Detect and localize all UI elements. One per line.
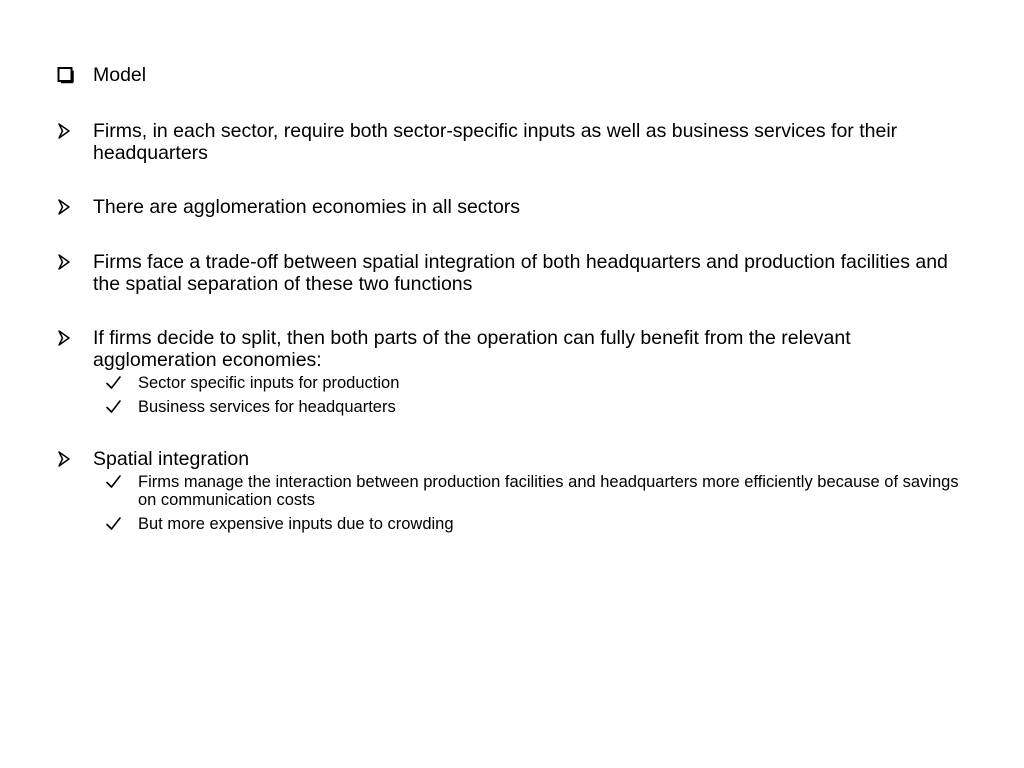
model-heading bbox=[56, 64, 976, 86]
sub-bullet-text: Firms manage the interaction between production facilities and headquarters more efficiently because of savings on communication costs bbox=[138, 473, 959, 509]
arrowhead-bullet-icon bbox=[56, 251, 86, 273]
bullet-text: If firms decide to split, then both parts of the operation can fully benefit from the relevant agglomeration economies: bbox=[93, 327, 851, 371]
heading-label: Model bbox=[93, 64, 147, 86]
sub-bullet-item bbox=[56, 374, 968, 392]
arrowhead-bullet-icon bbox=[56, 448, 86, 470]
bullet-point bbox=[56, 196, 976, 218]
arrowhead-bullet-icon bbox=[56, 327, 86, 349]
bullet-text: There are agglomeration economies in all sectors bbox=[93, 196, 521, 218]
bullet-text: Firms face a trade-off between spatial integration of both headquarters and production facilities and the spatial separation of these two functions bbox=[93, 251, 948, 295]
bullet-point bbox=[56, 120, 976, 164]
sub-bullet-item bbox=[56, 515, 968, 533]
sub-bullet-text: Business services for headquarters bbox=[138, 398, 396, 416]
checkmark-icon bbox=[105, 473, 125, 491]
arrowhead-bullet-icon bbox=[56, 196, 86, 218]
sub-bullet-list bbox=[56, 473, 976, 533]
bullet-point bbox=[56, 327, 976, 422]
checkbox-square-icon bbox=[56, 64, 86, 86]
sub-bullet-list bbox=[56, 374, 976, 416]
sub-bullet-text: Sector specific inputs for production bbox=[138, 374, 400, 392]
bullet-text: Spatial integration bbox=[93, 448, 250, 470]
sub-bullet-item bbox=[56, 398, 968, 416]
sub-bullet-item bbox=[56, 473, 968, 509]
sub-bullet-text: But more expensive inputs due to crowding bbox=[138, 515, 454, 533]
bullet-text: Firms, in each sector, require both sector-specific inputs as well as business services for their headquarters bbox=[93, 120, 898, 164]
arrowhead-bullet-icon bbox=[56, 120, 86, 142]
checkmark-icon bbox=[105, 374, 125, 392]
checkmark-icon bbox=[105, 515, 125, 533]
bullet-point bbox=[56, 251, 976, 295]
checkmark-icon bbox=[105, 398, 125, 416]
bullet-point bbox=[56, 448, 976, 539]
